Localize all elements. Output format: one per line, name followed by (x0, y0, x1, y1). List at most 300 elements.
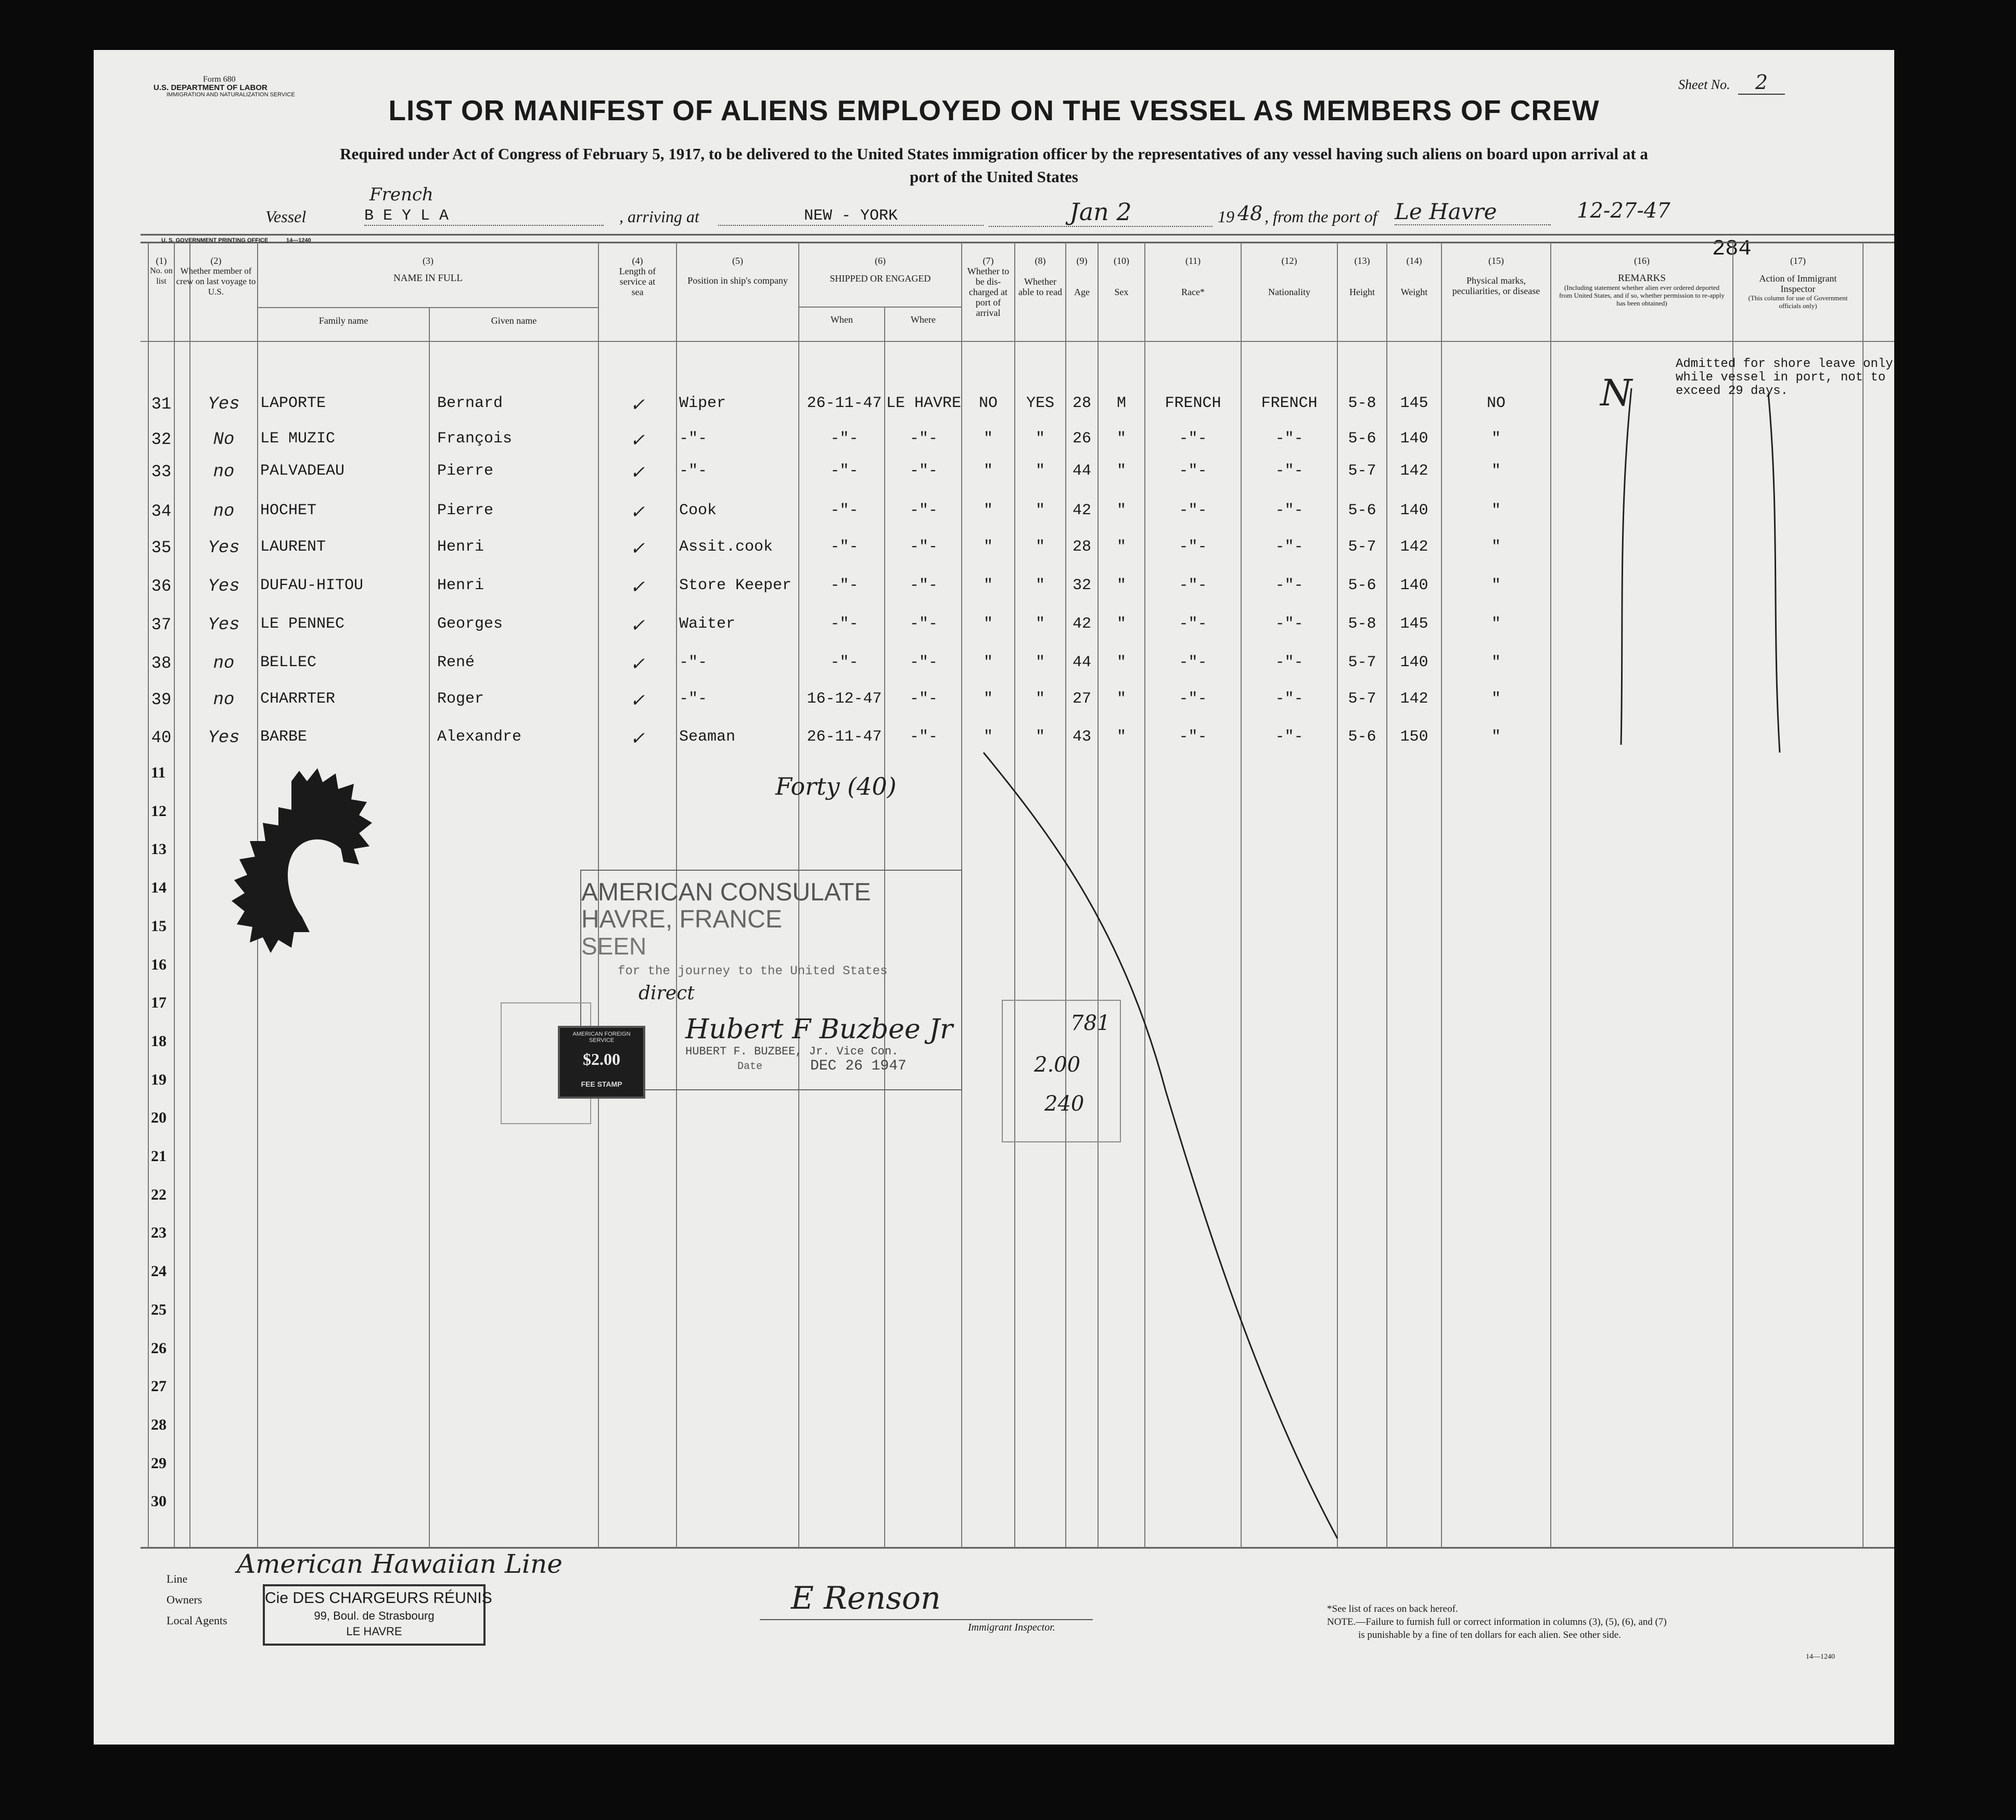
column-header-6 (799, 256, 962, 284)
departure-date: 12-27-47 (1577, 199, 1670, 223)
nationality-cell: -"- (1275, 728, 1304, 746)
fee-box (1002, 1000, 1121, 1142)
row-number: 24 (151, 1263, 167, 1280)
column-header-1 (148, 256, 174, 287)
column-header-3 (258, 256, 598, 284)
discharged-cell: " (983, 577, 993, 594)
column-number: (14) (1406, 256, 1422, 266)
column-header-4 (598, 256, 677, 297)
weight-cell: 140 (1400, 577, 1428, 594)
service-check-cell: ✓ (630, 579, 645, 599)
consul-signature: Hubert F Buzbee Jr (685, 1014, 953, 1045)
prev-voyage-cell: Yes (208, 394, 240, 414)
given-name-cell: Pierre (437, 462, 494, 480)
column-header-5 (677, 256, 799, 286)
shipped-when-cell: 26-11-47 (807, 394, 882, 412)
height-cell: 5-8 (1348, 394, 1376, 412)
able-to-read-cell: " (1035, 538, 1045, 556)
prev-voyage-cell: Yes (208, 615, 240, 635)
shipped-where-cell: -"- (909, 538, 938, 556)
fee-stamp-value: $2.00 (583, 1050, 620, 1068)
table-row (94, 728, 1894, 754)
shipped-where-cell: -"- (909, 430, 938, 448)
physical-marks-cell: " (1491, 690, 1501, 708)
shipped-when-cell: -"- (830, 538, 859, 556)
seal-icon (229, 760, 395, 969)
owners-label: Owners (167, 1593, 202, 1606)
arrival-port: NEW - YORK (718, 207, 984, 226)
height-cell: 5-6 (1348, 577, 1376, 594)
shipped-when-cell: -"- (830, 654, 859, 671)
inspector-signature: E Renson (791, 1580, 941, 1617)
position-cell: Store Keeper (679, 577, 792, 594)
fee-box-fee: 2.00 (1034, 1053, 1081, 1077)
consulate-line1: AMERICAN CONSULATE (581, 879, 871, 906)
vessel-flag: French (369, 184, 433, 205)
discharged-cell: " (983, 690, 993, 708)
age-cell: 43 (1072, 728, 1091, 746)
age-cell: 44 (1072, 654, 1091, 671)
shipped-when-cell: -"- (830, 462, 859, 480)
row-number: 18 (151, 1032, 167, 1050)
discharged-cell: " (983, 462, 993, 480)
column-header-7 (962, 256, 1015, 318)
physical-marks-cell: " (1491, 577, 1501, 594)
sex-cell: " (1116, 615, 1126, 633)
column-header-17 (1733, 256, 1863, 310)
row-number: 29 (151, 1454, 167, 1472)
where-header: Where (911, 314, 936, 325)
row-number: 11 (151, 764, 166, 781)
able-to-read-cell: YES (1026, 394, 1054, 412)
sex-cell: " (1116, 654, 1126, 671)
column-header-13 (1337, 256, 1387, 297)
department-line: U.S. DEPARTMENT OF LABOR (154, 83, 267, 92)
page-title: LIST OR MANIFEST OF ALIENS EMPLOYED ON THE VESSEL AS MEMBERS OF CREW (388, 94, 1600, 126)
race-cell: -"- (1179, 538, 1207, 556)
fee-stamp (558, 1026, 645, 1099)
column-label: Position in ship's company (687, 275, 788, 286)
column-number: (3) (423, 256, 433, 266)
column-note: (Including statement whether alien ever ordered deported from United States, and if so, whether permission to re-apply has been obtained) (1559, 284, 1725, 307)
physical-marks-cell: " (1491, 430, 1501, 448)
line-value: American Hawaiian Line (237, 1549, 563, 1579)
physical-marks-cell: " (1491, 615, 1501, 633)
family-name-cell: LE MUZIC (260, 430, 336, 448)
table-row (94, 430, 1894, 456)
consulate-line2: HAVRE, FRANCE (581, 906, 782, 933)
fee-stamp-bottom: FEE STAMP (581, 1080, 622, 1088)
shipped-where-cell: LE HAVRE (886, 394, 962, 412)
sheet-number: 2 (1738, 71, 1785, 95)
sex-cell: " (1116, 690, 1126, 708)
column-label: Whether able to read (1018, 276, 1062, 297)
row-number: 19 (151, 1071, 167, 1088)
prev-voyage-cell: no (213, 462, 235, 482)
column-header-2 (174, 256, 258, 297)
age-cell: 32 (1072, 577, 1091, 594)
race-cell: -"- (1179, 690, 1207, 708)
position-cell: -"- (679, 654, 708, 671)
shipped-where-cell: -"- (909, 728, 938, 746)
when-header: When (831, 314, 853, 325)
sex-cell: " (1116, 577, 1126, 594)
column-label: Whether member of crew on last voyage to U.S. (176, 266, 256, 297)
remarks-line3: exceed 29 days. (1676, 384, 1789, 398)
column-header-8 (1015, 256, 1066, 297)
height-cell: 5-6 (1348, 430, 1376, 448)
fee-stamp-top: AMERICAN FOREIGN SERVICE (572, 1031, 631, 1043)
weight-cell: 140 (1400, 654, 1428, 671)
row-number: 35 (151, 538, 172, 557)
discharged-cell: NO (978, 394, 998, 412)
column-label: Physical marks, peculiarities, or disease (1452, 275, 1540, 296)
weight-cell: 145 (1400, 394, 1428, 412)
footer-note-2: NOTE.—Failure to furnish full or correct information in columns (3), (5), (6), and (7) (1327, 1617, 1667, 1627)
column-header-14 (1387, 256, 1441, 297)
position-cell: Seaman (679, 728, 736, 746)
prev-voyage-cell: Yes (208, 577, 240, 596)
physical-marks-cell: " (1491, 538, 1501, 556)
agents-label: Local Agents (167, 1614, 227, 1627)
shipped-when-cell: -"- (830, 430, 859, 448)
row-number: 23 (151, 1224, 167, 1242)
given-name-cell: Henri (437, 577, 484, 594)
sex-cell: " (1116, 538, 1126, 556)
column-label: SHIPPED OR ENGAGED (830, 273, 931, 284)
height-cell: 5-7 (1348, 462, 1376, 480)
position-cell: -"- (679, 462, 708, 480)
arrival-date: Jan 2 (989, 198, 1213, 227)
age-cell: 42 (1072, 502, 1091, 519)
family-name-cell: LAURENT (260, 538, 326, 556)
given-name-cell: Georges (437, 615, 503, 633)
column-number: (9) (1076, 256, 1088, 266)
column-number: (15) (1488, 256, 1504, 266)
physical-marks-cell: " (1491, 502, 1501, 519)
weight-cell: 150 (1400, 728, 1428, 746)
table-row (94, 538, 1894, 564)
table-row (94, 502, 1894, 528)
row-number: 39 (151, 690, 172, 709)
weight-cell: 140 (1400, 502, 1428, 519)
column-header-10 (1098, 256, 1145, 297)
prev-voyage-cell: Yes (208, 728, 240, 748)
manifest-sheet (94, 50, 1894, 1745)
able-to-read-cell: " (1035, 430, 1045, 448)
column-label: Race* (1181, 287, 1205, 297)
nationality-cell: -"- (1275, 538, 1304, 556)
row-number: 36 (151, 577, 172, 596)
print-code: 14—1240 (286, 237, 311, 244)
weight-cell: 145 (1400, 615, 1428, 633)
given-name-cell: Pierre (437, 502, 494, 519)
sex-cell: " (1116, 502, 1126, 519)
service-check-cell: ✓ (630, 540, 645, 560)
shipped-when-cell: 26-11-47 (807, 728, 882, 746)
shipped-where-cell: -"- (909, 690, 938, 708)
prev-voyage-cell: Yes (208, 538, 240, 558)
column-label: Whether to be dis-charged at port of arrival (967, 266, 1010, 318)
sex-cell: " (1116, 430, 1126, 448)
weight-cell: 142 (1400, 690, 1428, 708)
row-number: 30 (151, 1493, 167, 1510)
table-row (94, 690, 1894, 716)
race-cell: FRENCH (1165, 394, 1221, 412)
footer-code: 14—1240 (1806, 1653, 1835, 1661)
given-name-cell: Henri (437, 538, 484, 556)
row-number: 12 (151, 802, 167, 820)
column-label: No. on list (150, 266, 173, 286)
family-name-cell: PALVADEAU (260, 462, 345, 480)
position-cell: -"- (679, 690, 708, 708)
row-number: 25 (151, 1301, 167, 1318)
column-number: (11) (1185, 256, 1201, 266)
nationality-cell: -"- (1275, 577, 1304, 594)
printing-office: U. S. GOVERNMENT PRINTING OFFICE (161, 237, 269, 244)
given-name-cell: François (437, 430, 513, 448)
row-number: 16 (151, 956, 167, 973)
column-header-12 (1241, 256, 1337, 297)
given-name-cell: René (437, 654, 475, 671)
service-check-cell: ✓ (630, 692, 645, 712)
family-name-cell: LE PENNEC (260, 615, 345, 633)
shipped-where-cell: -"- (909, 462, 938, 480)
prev-voyage-cell: no (213, 502, 235, 521)
family-name-cell: BARBE (260, 728, 308, 746)
row-number: 22 (151, 1186, 167, 1203)
position-cell: Waiter (679, 615, 736, 633)
family-name-cell: BELLEC (260, 654, 317, 671)
arrival-year: 48 (1237, 202, 1263, 225)
column-header-11 (1145, 256, 1241, 297)
age-cell: 44 (1072, 462, 1091, 480)
total-note: Forty (40) (775, 772, 897, 800)
column-header-16 (1551, 256, 1733, 307)
table-row (94, 462, 1894, 488)
from-port-label: , from the port of (1265, 207, 1377, 226)
consulate-line4: for the journey to the United States (618, 964, 888, 978)
able-to-read-cell: " (1035, 654, 1045, 671)
given-name-cell: Bernard (437, 394, 503, 412)
sex-cell: M (1116, 394, 1126, 412)
age-cell: 28 (1072, 538, 1091, 556)
able-to-read-cell: " (1035, 690, 1045, 708)
shipped-where-cell: -"- (909, 502, 938, 519)
remarks-line2: while vessel in port, not to (1676, 371, 1886, 385)
subtitle-line1: Required under Act of Congress of February 5, 1917, to be delivered to the United States immigration officer by the representatives of any vessel having such aliens on board upon arrival at a (340, 145, 1648, 163)
consulate-line3: SEEN (581, 933, 647, 960)
nationality-cell: -"- (1275, 615, 1304, 633)
given-name-cell: Alexandre (437, 728, 522, 746)
column-number: (17) (1790, 256, 1806, 266)
physical-marks-cell: " (1491, 654, 1501, 671)
age-cell: 28 (1072, 394, 1091, 412)
weight-cell: 140 (1400, 430, 1428, 448)
consul-date: DEC 26 1947 (810, 1058, 907, 1074)
discharged-cell: " (983, 538, 993, 556)
row-number: 40 (151, 728, 172, 747)
page-number: 284 (1712, 236, 1752, 261)
family-name-cell: DUFAU-HITOU (260, 577, 364, 594)
position-cell: Wiper (679, 394, 726, 412)
height-cell: 5-6 (1348, 728, 1376, 746)
prev-voyage-cell: No (213, 430, 235, 450)
sex-cell: " (1116, 728, 1126, 746)
column-label: Action of Immigrant Inspector (1759, 273, 1837, 294)
row-number: 31 (151, 394, 172, 414)
physical-marks-cell: " (1491, 728, 1501, 746)
family-name-cell: CHARRTER (260, 690, 336, 708)
row-number: 21 (151, 1148, 167, 1165)
age-cell: 27 (1072, 690, 1091, 708)
row-number: 14 (151, 879, 167, 897)
column-label: NAME IN FULL (393, 273, 463, 284)
column-label: Weight (1400, 287, 1428, 297)
shipped-where-cell: -"- (909, 615, 938, 633)
row-number: 27 (151, 1378, 167, 1395)
consul-name: HUBERT F. BUZBEE, Jr. Vice Con. (685, 1045, 899, 1058)
age-cell: 26 (1072, 430, 1091, 448)
column-number: (1) (156, 256, 167, 266)
inspector-label: Immigrant Inspector. (968, 1622, 1055, 1633)
subtitle-line2: port of the United States (910, 168, 1078, 186)
service-check-cell: ✓ (630, 730, 645, 750)
shipped-when-cell: -"- (830, 615, 859, 633)
height-cell: 5-7 (1348, 690, 1376, 708)
able-to-read-cell: " (1035, 577, 1045, 594)
row-number: 33 (151, 462, 172, 481)
position-cell: -"- (679, 430, 708, 448)
nationality-cell: -"- (1275, 654, 1304, 671)
race-cell: -"- (1179, 430, 1207, 448)
column-number: (7) (983, 256, 994, 266)
column-number: (10) (1114, 256, 1129, 266)
year-prefix: 19 (1218, 207, 1234, 226)
agent-stamp-line2: 99, Boul. de Strasbourg (314, 1609, 435, 1622)
shipped-when-cell: -"- (830, 502, 859, 519)
row-number: 34 (151, 502, 172, 521)
service-check-cell: ✓ (630, 432, 645, 452)
prev-voyage-cell: no (213, 690, 235, 710)
race-cell: -"- (1179, 577, 1207, 594)
row-number: 32 (151, 430, 172, 449)
race-cell: -"- (1179, 615, 1207, 633)
service-check-cell: ✓ (630, 617, 645, 637)
remarks-mark: N (1600, 372, 1632, 414)
column-number: (4) (632, 256, 643, 266)
column-number: (13) (1354, 256, 1370, 266)
row-number: 17 (151, 994, 167, 1012)
shipped-when-cell: -"- (830, 577, 859, 594)
column-note: (This column for use of Government officials only) (1748, 294, 1848, 310)
family-name-header: Family name (318, 315, 368, 326)
family-name-cell: HOCHET (260, 502, 317, 519)
age-cell: 42 (1072, 615, 1091, 633)
able-to-read-cell: " (1035, 462, 1045, 480)
height-cell: 5-6 (1348, 502, 1376, 519)
discharged-cell: " (983, 728, 993, 746)
race-cell: -"- (1179, 462, 1207, 480)
discharged-cell: " (983, 615, 993, 633)
position-cell: Cook (679, 502, 717, 519)
physical-marks-cell: " (1491, 462, 1501, 480)
fee-box-total: 240 (1044, 1092, 1084, 1116)
discharged-cell: " (983, 502, 993, 519)
sheet-label: Sheet No. (1678, 77, 1730, 92)
position-cell: Assit.cook (679, 538, 773, 556)
consul-date-label: Date (737, 1061, 763, 1073)
column-number: (2) (210, 256, 222, 266)
fee-box-number: 781 (1070, 1011, 1111, 1035)
nationality-cell: -"- (1275, 690, 1304, 708)
vessel-label: Vessel (265, 207, 307, 226)
row-number: 13 (151, 841, 167, 858)
column-label: Age (1074, 287, 1090, 297)
service-check-cell: ✓ (630, 397, 645, 416)
column-number: (8) (1035, 256, 1046, 266)
service-check-cell: ✓ (630, 656, 645, 676)
line-label: Line (167, 1572, 188, 1585)
service-check-cell: ✓ (630, 464, 645, 484)
shipped-where-cell: -"- (909, 654, 938, 671)
column-header-15 (1441, 256, 1551, 296)
table-row (94, 654, 1894, 680)
family-name-cell: LAPORTE (260, 394, 326, 412)
agent-stamp (263, 1584, 492, 1646)
table-row (94, 577, 1894, 603)
nationality-cell: FRENCH (1261, 394, 1318, 412)
able-to-read-cell: " (1035, 502, 1045, 519)
prev-voyage-cell: no (213, 654, 235, 673)
column-header-9 (1066, 256, 1098, 297)
height-cell: 5-7 (1348, 538, 1376, 556)
able-to-read-cell: " (1035, 728, 1045, 746)
race-cell: -"- (1179, 502, 1207, 519)
remarks-line1: Admitted for shore leave only (1676, 357, 1893, 371)
service-check-cell: ✓ (630, 504, 645, 524)
shipped-where-cell: -"- (909, 577, 938, 594)
given-name-cell: Roger (437, 690, 484, 708)
inspector-signature-line (760, 1619, 1093, 1620)
row-number: 15 (151, 917, 167, 935)
table-row (94, 615, 1894, 641)
nationality-cell: -"- (1275, 430, 1304, 448)
race-cell: -"- (1179, 654, 1207, 671)
vessel-name: B E Y L A (364, 207, 604, 226)
weight-cell: 142 (1400, 462, 1428, 480)
row-number: 28 (151, 1416, 167, 1433)
footer-note-1: *See list of races on back hereof. (1327, 1603, 1458, 1614)
race-cell: -"- (1179, 728, 1207, 746)
nationality-cell: -"- (1275, 502, 1304, 519)
weight-cell: 142 (1400, 538, 1428, 556)
agent-stamp-line3: LE HAVRE (346, 1625, 402, 1638)
able-to-read-cell: " (1035, 615, 1045, 633)
height-cell: 5-8 (1348, 615, 1376, 633)
given-name-header: Given name (491, 315, 537, 326)
column-number: (16) (1634, 256, 1650, 266)
physical-marks-cell: NO (1486, 394, 1505, 412)
departure-port: Le Havre (1395, 199, 1551, 225)
row-number: 38 (151, 654, 172, 673)
sex-cell: " (1116, 462, 1126, 480)
service-line: IMMIGRATION AND NATURALIZATION SERVICE (167, 92, 295, 98)
column-label: Nationality (1268, 287, 1310, 297)
row-number: 20 (151, 1109, 167, 1127)
height-cell: 5-7 (1348, 654, 1376, 671)
column-label: Length of service at sea (619, 266, 656, 297)
